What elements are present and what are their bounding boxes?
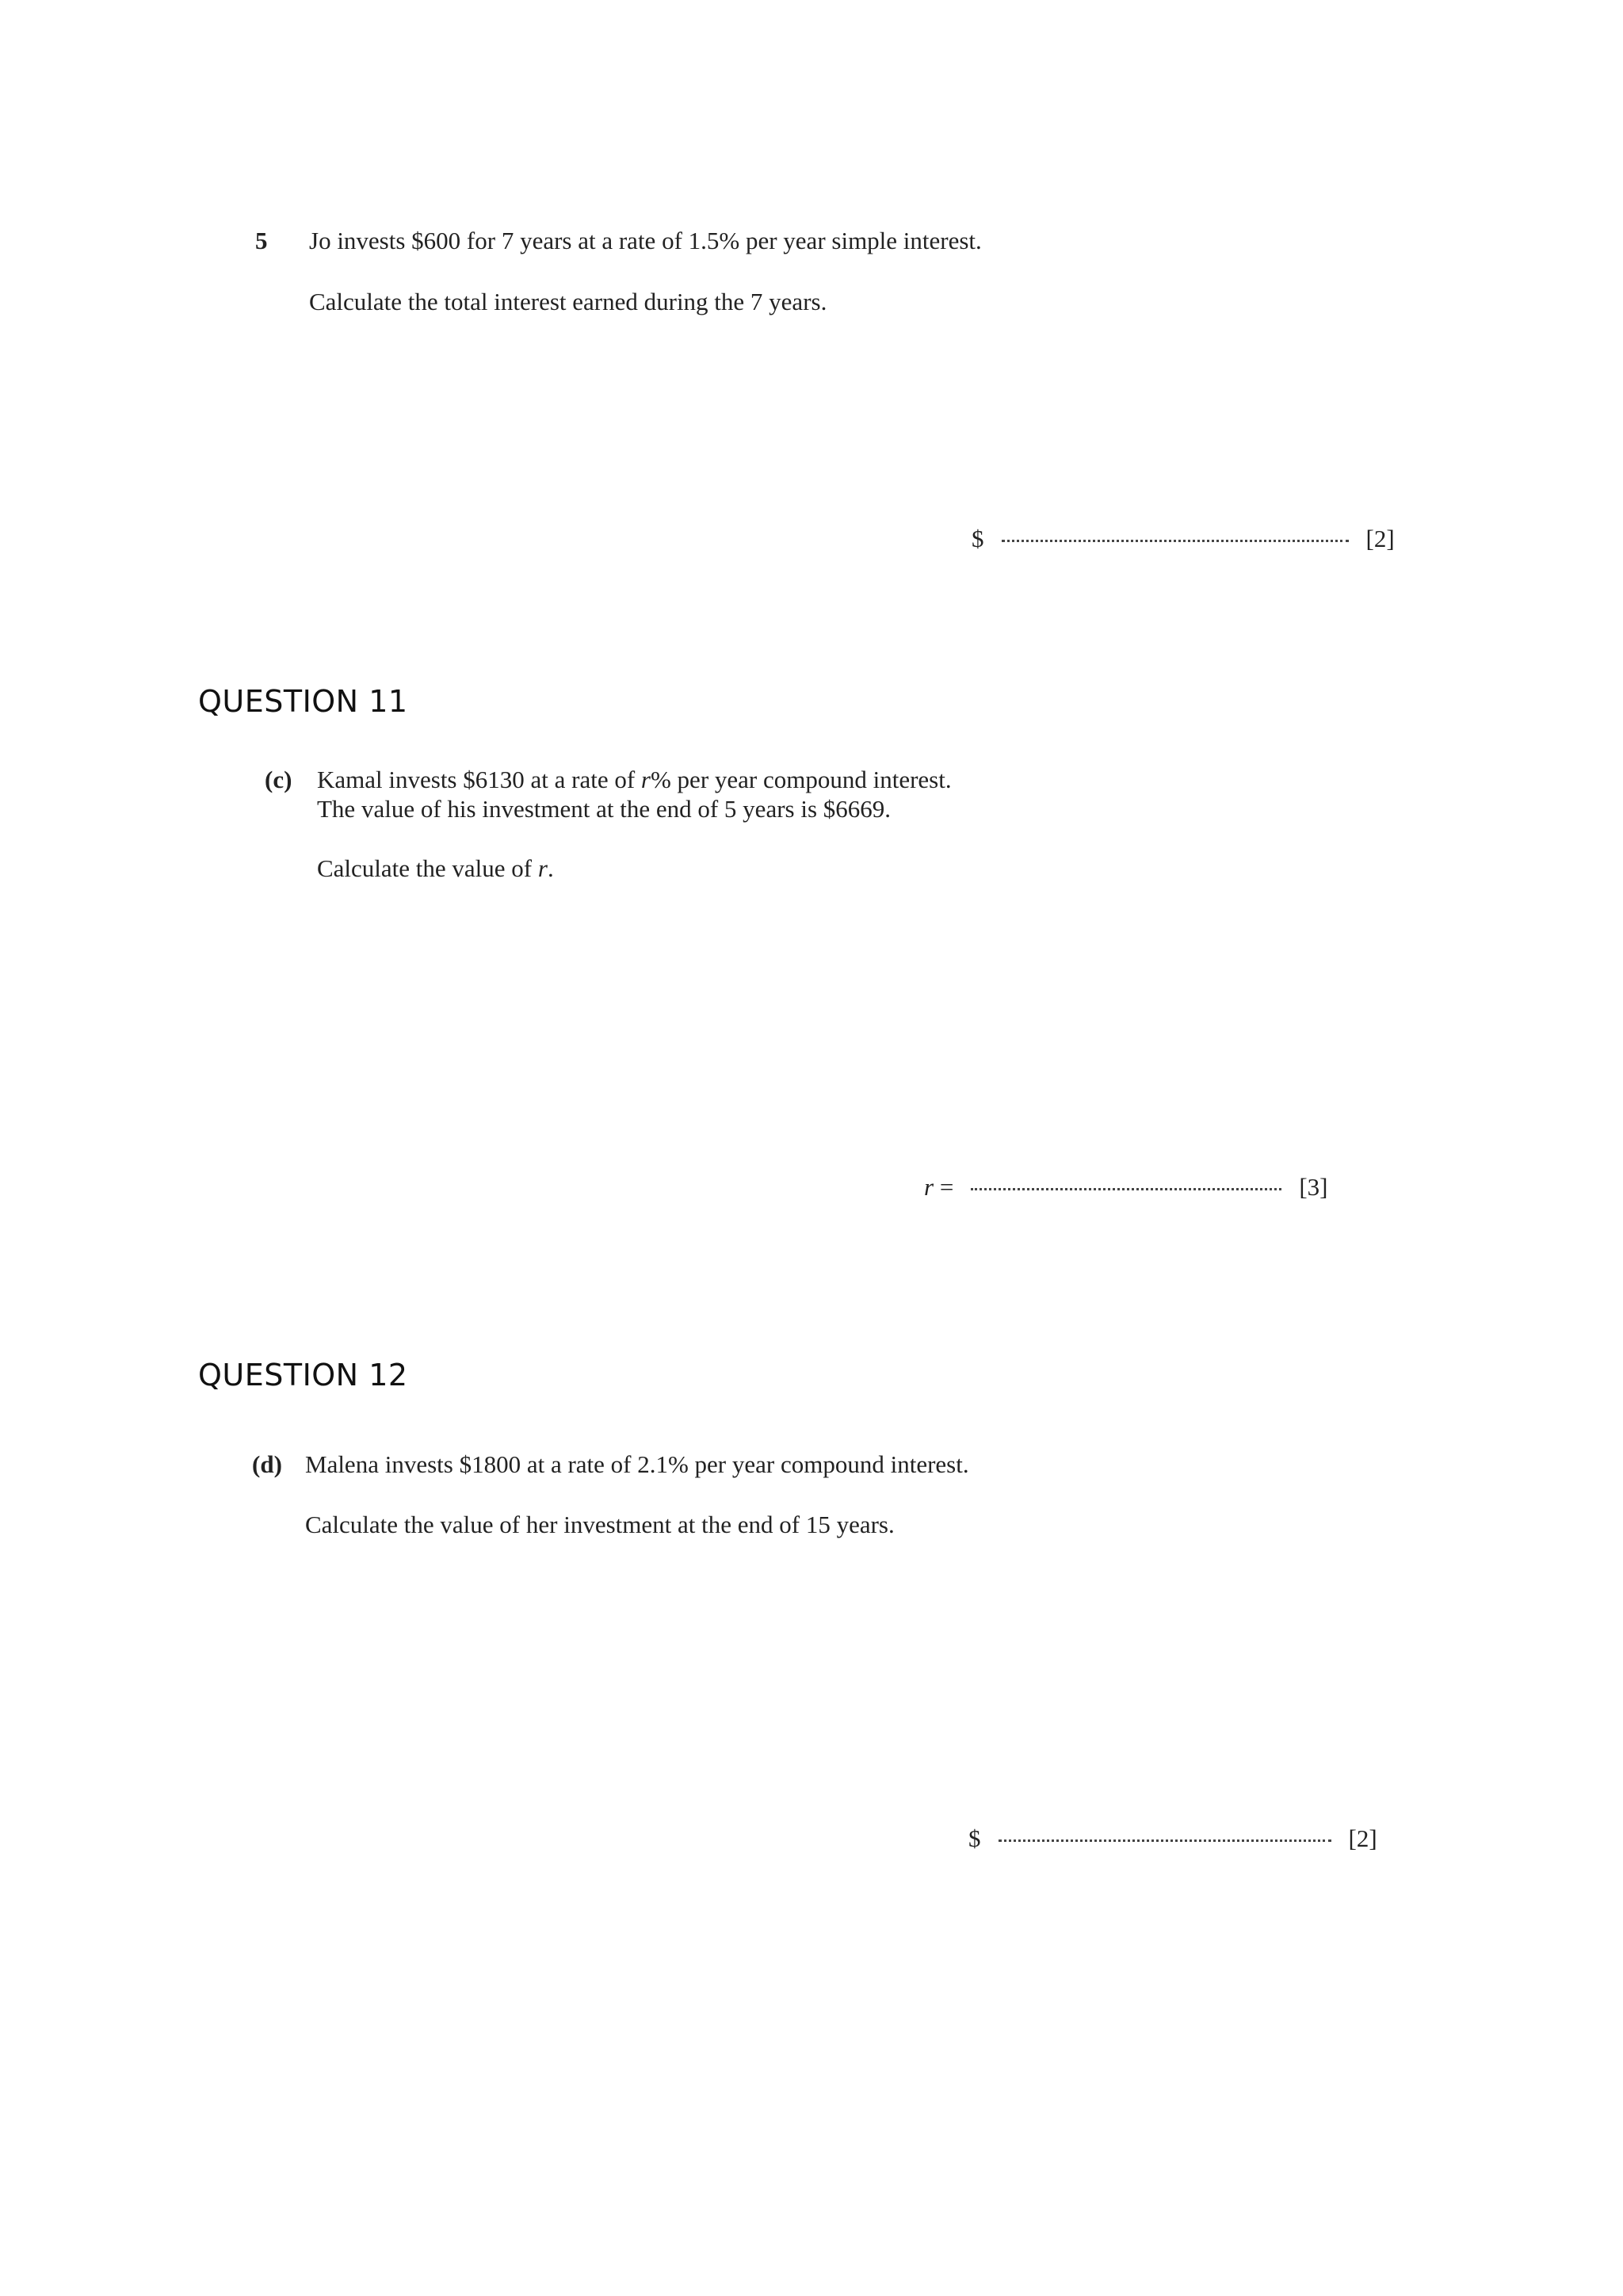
part-label: (c) — [265, 766, 292, 793]
part-label: (d) — [252, 1450, 282, 1478]
variable: r — [924, 1173, 934, 1201]
question-instruction — [317, 854, 554, 883]
answer-line — [968, 1824, 1377, 1853]
text-segment: % per year compound interest. — [650, 766, 952, 793]
text-segment: Calculate the value of — [317, 854, 538, 882]
variable: r — [640, 766, 651, 793]
answer-prefix: $ — [972, 525, 984, 552]
variable: r — [537, 854, 548, 882]
answer-space[interactable] — [999, 1839, 1331, 1842]
answer-label — [924, 1173, 953, 1201]
answer-space[interactable] — [971, 1188, 1281, 1190]
question-text-line2: The value of his investment at the end of 5 years is $6669. — [317, 795, 892, 823]
answer-line — [924, 1173, 1327, 1201]
answer-line — [972, 525, 1395, 553]
text-segment: . — [547, 854, 554, 882]
question-text: Jo invests $600 for 7 years at a rate of 1.5% per year simple interest. — [309, 227, 982, 254]
question-text — [317, 766, 952, 794]
answer-prefix: $ — [968, 1824, 981, 1852]
question-heading: QUESTION 11 — [198, 684, 408, 719]
question-heading: QUESTION 12 — [198, 1358, 408, 1392]
text-segment: Kamal invests $6130 at a rate of — [317, 766, 641, 793]
marks-label: [2] — [1348, 1824, 1377, 1852]
question-instruction: Calculate the total interest earned during the 7 years. — [309, 288, 827, 315]
question-instruction: Calculate the value of her investment at the end of 15 years. — [305, 1511, 895, 1538]
marks-label: [2] — [1365, 525, 1395, 552]
question-number: 5 — [255, 227, 268, 254]
answer-space[interactable] — [1002, 540, 1349, 542]
marks-label: [3] — [1299, 1173, 1328, 1201]
equals-sign: = — [934, 1173, 954, 1201]
question-text: Malena invests $1800 at a rate of 2.1% per year compound interest. — [305, 1450, 969, 1478]
